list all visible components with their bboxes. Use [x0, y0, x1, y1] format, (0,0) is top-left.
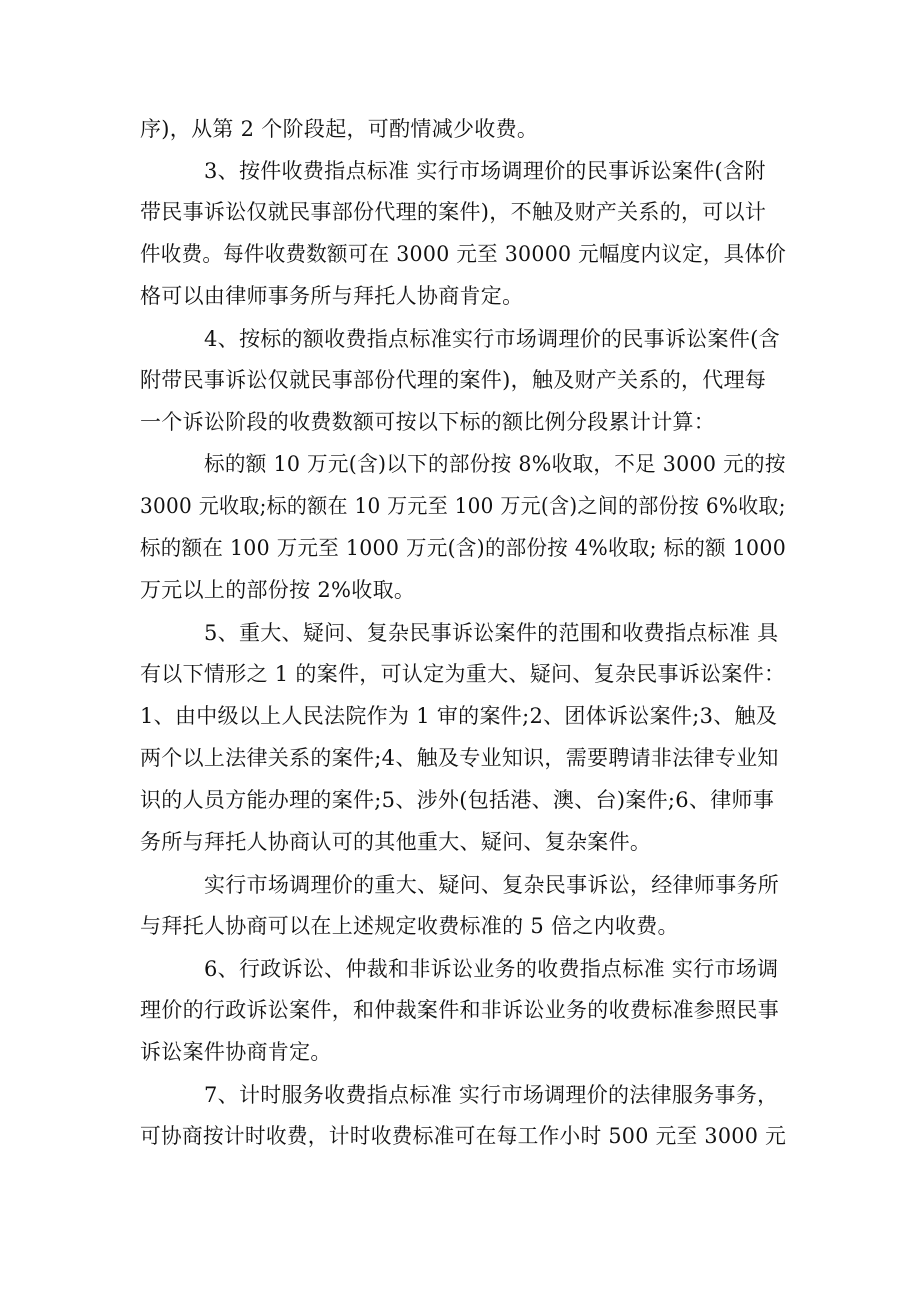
text-line: 1、由中级以上人民法院作为 1 审的案件;2、团体诉讼案件;3、触及 — [140, 704, 778, 728]
text-line: 实行市场调理价的重大、疑问、复杂民事诉讼，经律师事务所 — [204, 873, 780, 897]
text-line: 3、按件收费指点标准 实行市场调理价的民事诉讼案件(含附 — [204, 159, 766, 183]
text-line: 务所与拜托人协商认可的其他重大、疑问、复杂案件。 — [140, 830, 652, 854]
text-line: 两个以上法律关系的案件;4、触及专业知识，需要聘请非法律专业知 — [140, 746, 779, 770]
text-line: 标的额在 100 万元至 1000 万元(含)的部份按 4%收取; 标的额 1000 — [140, 536, 787, 560]
text-line: 一个诉讼阶段的收费数额可按以下标的额比例分段累计计算： — [140, 410, 716, 434]
text-line: 格可以由律师事务所与拜托人协商肯定。 — [140, 284, 524, 308]
text-line: 附带民事诉讼仅就民事部份代理的案件)，触及财产关系的，代理每 — [140, 368, 767, 392]
text-line: 序)，从第 2 个阶段起，可酌情减少收费。 — [140, 117, 539, 141]
text-line: 理价的行政诉讼案件，和仲裁案件和非诉讼业务的收费标准参照民事 — [140, 998, 779, 1022]
text-line: 5、重大、疑问、复杂民事诉讼案件的范围和收费指点标准 具 — [204, 621, 779, 645]
text-line: 与拜托人协商可以在上述规定收费标准的 5 倍之内收费。 — [140, 914, 679, 938]
text-line: 4、按标的额收费指点标准实行市场调理价的民事诉讼案件(含 — [204, 327, 780, 351]
text-line: 有以下情形之 1 的案件，可认定为重大、疑问、复杂民事诉讼案件： — [140, 662, 786, 686]
text-line: 3000 元收取;标的额在 10 万元至 100 万元(含)之间的部份按 6%收取; — [140, 494, 786, 518]
text-line: 7、计时服务收费指点标准 实行市场调理价的法律服务事务， — [204, 1083, 779, 1107]
text-line: 带民事诉讼仅就民事部份代理的案件)，不触及财产关系的，可以计 — [140, 200, 767, 224]
text-line: 可协商按计时收费，计时收费标准可在每工作小时 500 元至 3000 元 — [140, 1124, 787, 1148]
text-line: 诉讼案件协商肯定。 — [140, 1040, 332, 1064]
text-line: 万元以上的部份按 2%收取。 — [140, 578, 416, 602]
text-line: 标的额 10 万元(含)以下的部份按 8%收取，不足 3000 元的按 — [204, 452, 786, 476]
text-line: 识的人员方能办理的案件;5、涉外(包括港、澳、台)案件;6、律师事 — [140, 788, 775, 812]
text-line: 件收费。每件收费数额可在 3000 元至 30000 元幅度内议定，具体价 — [140, 242, 787, 266]
text-line: 6、行政诉讼、仲裁和非诉讼业务的收费指点标准 实行市场调 — [204, 957, 779, 981]
